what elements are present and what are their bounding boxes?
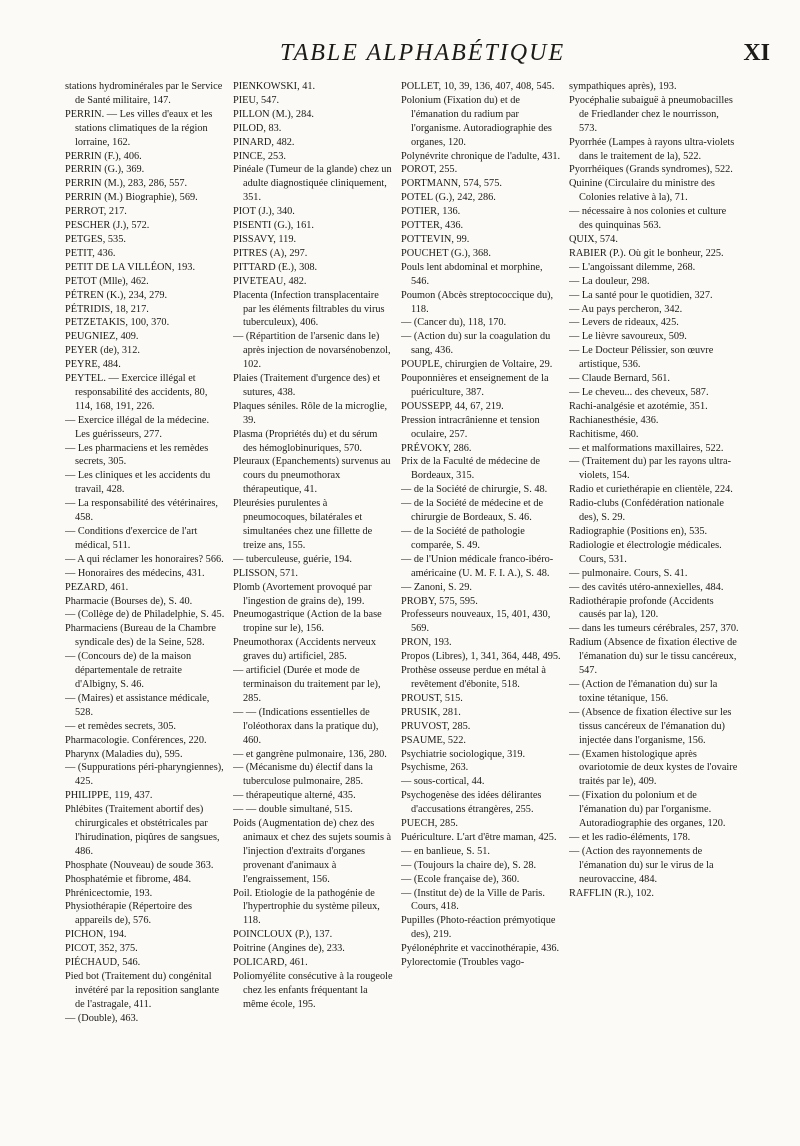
index-entry: Pinéale (Tumeur de la glande) chez un adulte diagnostiquée cliniquement, 351. — [233, 164, 392, 204]
index-entry: — (Collège de) de Philadelphie, S. 45. — [65, 609, 225, 621]
index-entry: — (Maires) et assistance médicale, 528. — [65, 692, 210, 718]
index-entry: Radiothérapie profonde (Accidents causés par la), 120. — [569, 595, 714, 621]
index-entry: PETIT, 436. — [65, 247, 116, 259]
index-entry: PINARD, 482. — [233, 136, 295, 148]
index-entry: — et malformations maxillaires, 522. — [569, 442, 724, 454]
index-entry: Phosphate (Nouveau) de soude 363. — [65, 859, 214, 871]
index-entry: — Le cheveu... des cheveux, 587. — [569, 386, 709, 398]
index-entry: Poids (Augmentation de) chez des animaux et chez des sujets soumis à l'injection d'extraits d'organes provenant d'animaux à l'engraissement, 156. — [233, 818, 392, 885]
index-entry: — thérapeutique alterné, 435. — [233, 790, 356, 802]
index-entry: Puériculture. L'art d'être maman, 425. — [401, 831, 557, 843]
index-entry: — (Ecole française de), 360. — [401, 873, 520, 885]
index-entry: Rachi-analgésie et azotémie, 351. — [569, 400, 708, 412]
index-entry: Pleuraux (Epanchements) survenus au cours du pneumothorax thérapeutique, 41. — [233, 456, 391, 496]
index-entry: — Exercice illégal de la médecine. Les guérisseurs, 277. — [65, 414, 210, 440]
index-entry: POUPLE, chirurgien de Voltaire, 29. — [401, 359, 553, 371]
index-entry: — (Concours de) de la maison départementale de retraite d'Albigny, S. 46. — [65, 651, 192, 690]
index-entry: QUIX, 574. — [569, 233, 618, 245]
index-entry: PISENTI (G.), 161. — [233, 220, 314, 232]
index-entry: — La douleur, 298. — [569, 275, 650, 287]
index-entry: — (Action des rayonnements de l'émanation du) sur le virus de la neurovaccine, 484. — [569, 845, 714, 885]
index-entry: Pouponnières et enseignement de la puériculture, 387. — [401, 373, 549, 398]
index-entry: Pleurésies purulentes à pneumocoques, bilatérales et simultanées chez une fillette de treize ans, 155. — [233, 498, 373, 551]
index-column-3 — [401, 80, 561, 1140]
index-entry: — Conditions d'exercice de l'art médical, 511. — [65, 526, 198, 551]
index-entry: PIOT (J.), 340. — [233, 206, 295, 218]
index-entry: — L'angoissant dilemme, 268. — [569, 261, 696, 273]
index-entry: POTIER, 136. — [401, 206, 461, 218]
index-entry: PICHON, 194. — [65, 929, 127, 941]
index-entry: Pyorrhéiques (Grands syndromes), 522. — [569, 164, 733, 176]
index-column-2 — [233, 80, 393, 1140]
index-entry: Radio et curiethérapie en clientèle, 224. — [569, 484, 733, 496]
index-entry: POTTER, 436. — [401, 220, 464, 232]
index-entry: Pneumothorax (Accidents nerveux graves du) artificiel, 285. — [233, 637, 376, 663]
index-entry: Placenta (Infection transplacentaire par les éléments filtrables du virus tuberculeux), 406. — [233, 289, 385, 329]
index-entry: Radiologie et électrologie médicales. Cours, 531. — [569, 539, 722, 565]
index-entry: — — (Indications essentielles de l'oléothorax dans la pratique du), 460. — [233, 706, 379, 746]
index-entry: Plomb (Avortement provoqué par l'ingestion de grains de), 199. — [233, 581, 372, 607]
index-entry: PETZETAKIS, 100, 370. — [65, 317, 170, 329]
index-entry: PESCHER (J.), 572. — [65, 220, 150, 232]
index-entry: PERRIN (F.), 406. — [65, 150, 142, 162]
index-entry: — (Absence de fixation élective sur les tissus cancéreux de l'émanation du) injectée dans l'organisme, 156. — [569, 706, 732, 746]
index-entry: — Zanoni, S. 29. — [401, 581, 472, 593]
index-entry: PÉTRIDIS, 18, 217. — [65, 303, 149, 315]
index-entry: — Les cliniques et les accidents du travail, 428. — [65, 470, 211, 496]
index-entry: Pied bot (Traitement du) congénital invétéré par la reposition sanglante de l'astragale, 411. — [65, 971, 220, 1010]
index-entry: PRÉVOKY, 286. — [401, 442, 472, 454]
index-entry: PERRIN. — Les villes d'eaux et les stations climatiques de la région lorraine, 162. — [65, 108, 213, 148]
index-entry: PETOT (Mlle), 462. — [65, 275, 149, 287]
index-entry: PIÉCHAUD, 546. — [65, 957, 141, 969]
index-entry: — Le lièvre savoureux, 509. — [569, 331, 687, 343]
index-entry: PETGES, 535. — [65, 233, 126, 245]
index-entry: PEYRE, 484. — [65, 359, 121, 371]
index-entry: POLICARD, 461. — [233, 957, 308, 969]
index-entry: Plaies (Traitement d'urgence des) et sutures, 438. — [233, 373, 381, 398]
index-entry: Polynévrite chronique de l'adulte, 431. — [401, 150, 561, 162]
index-entry: PRUVOST, 285. — [401, 720, 471, 732]
index-entry: Pharmaciens (Bureau de la Chambre syndicale des) de la Seine, 528. — [65, 623, 216, 649]
index-entry: — et les radio-éléments, 178. — [569, 831, 691, 843]
index-entry: POTTEVIN, 99. — [401, 233, 470, 245]
index-column-4 — [569, 80, 739, 1140]
page-header — [90, 38, 770, 72]
page-number: XI — [743, 40, 770, 66]
index-entry: Phrénicectomie, 193. — [65, 887, 153, 899]
index-entry: Quinine (Circulaire du ministre des Colonies relative à la), 71. — [569, 178, 715, 204]
running-title: TABLE ALPHABÉTIQUE — [280, 40, 566, 66]
index-entry: PERROT, 217. — [65, 206, 127, 218]
index-entry: — (Toujours la chaire de), S. 28. — [401, 859, 537, 871]
index-entry: Rachitisme, 460. — [569, 428, 639, 440]
index-entry: PERRIN (G.), 369. — [65, 164, 145, 176]
index-entry: Phlébites (Traitement abortif des) chirurgicales et obstétricales par l'hirudination, piqûres de sangsues, 486. — [65, 804, 220, 857]
index-entry: Propos (Libres), 1, 341, 364, 448, 495. — [401, 651, 561, 663]
index-entry: Poitrine (Angines de), 233. — [233, 943, 345, 955]
index-entry: PIENKOWSKI, 41. — [233, 81, 316, 92]
index-entry: — et gangrène pulmonaire, 136, 280. — [233, 748, 387, 760]
index-entry: PROBY, 575, 595. — [401, 595, 478, 607]
index-entry: POINCLOUX (P.), 137. — [233, 929, 333, 941]
index-entry: — Au pays percheron, 342. — [569, 303, 683, 315]
index-entry: — La responsabilité des vétérinaires, 458. — [65, 498, 218, 524]
index-entry: — artificiel (Durée et mode de terminaison du traitement par le), 285. — [233, 665, 381, 704]
index-entry: — Levers de rideaux, 425. — [569, 317, 679, 329]
index-entry: PUECH, 285. — [401, 818, 458, 830]
index-entry: Physiothérapie (Répertoire des appareils de), 576. — [65, 901, 192, 927]
index-entry: PROUST, 515. — [401, 692, 463, 704]
index-entry: — La santé pour le quotidien, 327. — [569, 289, 713, 301]
index-entry: stations hydrominérales par le Service de Santé militaire, 147. — [65, 81, 223, 106]
index-entry: Pharmacologie. Conférences, 220. — [65, 734, 207, 746]
index-entry: PHILIPPE, 119, 437. — [65, 790, 153, 802]
index-entry: PEYER (de), 312. — [65, 345, 140, 357]
index-entry: PITRES (A), 297. — [233, 247, 308, 259]
index-entry: — (Mécanisme du) électif dans la tuberculose pulmonaire, 285. — [233, 762, 373, 788]
index-entry: POUCHET (G.), 368. — [401, 247, 491, 259]
index-entry: PRUSIK, 281. — [401, 706, 461, 718]
index-entry: POROT, 255. — [401, 164, 458, 176]
index-entry: PILOD, 83. — [233, 122, 282, 134]
index-entry: Poliomyélite consécutive à la rougeole chez les enfants fréquentant la même école, 195. — [233, 971, 393, 1010]
index-entry: Psychogenèse des idées délirantes d'accusations étrangères, 255. — [401, 790, 542, 816]
index-entry: PINCE, 253. — [233, 150, 286, 162]
index-entry: Pyocéphalie subaiguë à pneumobacilles de Friedlander chez le nourrisson, 573. — [569, 94, 733, 134]
index-entry: PERRIN (M.), 283, 286, 557. — [65, 178, 188, 190]
index-entry: PÉTREN (K.), 234, 279. — [65, 289, 168, 301]
index-entry: — de l'Union médicale franco-ibéro-américaine (U. M. F. I. A.), S. 48. — [401, 553, 554, 579]
index-entry: — de la Société de médecine et de chirurgie de Bordeaux, S. 46. — [401, 498, 544, 524]
index-entry: PICOT, 352, 375. — [65, 943, 138, 955]
index-entry: — A qui réclamer les honoraires? 566. — [65, 553, 224, 565]
index-entry: — (Institut de) de la Ville de Paris. Cours, 418. — [401, 887, 545, 913]
index-entry: — nécessaire à nos colonies et culture des quinquinas 563. — [569, 206, 727, 232]
index-entry: PORTMANN, 574, 575. — [401, 178, 502, 190]
index-entry: — dans les tumeurs cérébrales, 257, 370. — [569, 623, 739, 635]
index-entry: PERRIN (M.) Biographie), 569. — [65, 192, 198, 204]
index-entry: — pulmonaire. Cours, S. 41. — [569, 567, 688, 579]
index-entry: POUSSEPP, 44, 67, 219. — [401, 400, 504, 412]
index-entry: Rachianesthésie, 436. — [569, 414, 659, 426]
index-entry: — Le Docteur Pélissier, son œuvre artistique, 536. — [569, 345, 714, 371]
index-entry: — Honoraires des médecins, 431. — [65, 567, 205, 579]
index-entry: PRON, 193. — [401, 637, 452, 649]
index-entry: Radium (Absence de fixation élective de l'émanation du) sur le tissu cancéreux, 547. — [569, 637, 737, 677]
index-entry: Prothèse osseuse perdue en métal à revêtement d'ébonite, 518. — [401, 665, 546, 690]
index-entry: — — double simultané, 515. — [233, 804, 353, 816]
index-entry: PIVETEAU, 482. — [233, 275, 307, 287]
index-entry: sympathiques après), 193. — [569, 81, 677, 92]
index-entry: — de la Société de pathologie comparée, S. 49. — [401, 526, 525, 551]
index-entry: Plaques séniles. Rôle de la microglie, 39. — [233, 400, 388, 426]
index-entry: PLISSON, 571. — [233, 567, 298, 579]
index-entry: — (Examen histologique après ovariotomie de deux kystes de l'ovaire traités par le), 409. — [569, 748, 738, 788]
index-entry: Pupilles (Photo-réaction prémyotique des), 219. — [401, 915, 556, 941]
index-entry: Pyorrhée (Lampes à rayons ultra-violets dans le traitement de la), 522. — [569, 136, 735, 162]
index-column-1 — [65, 80, 225, 1140]
index-entry: Psychisme, 263. — [401, 762, 469, 774]
index-entry: PEYTEL. — Exercice illégal et responsabilité des accidents, 80, 114, 168, 191, 226. — [65, 373, 208, 412]
index-entry: Pharmacie (Bourses de), S. 40. — [65, 595, 193, 607]
index-entry: Poumon (Abcès streptococcique du), 118. — [401, 289, 554, 315]
index-entry: — et remèdes secrets, 305. — [65, 720, 176, 732]
index-entry: Polonium (Fixation du) et de l'émanation du radium par l'organisme. Autoradiographie des organes, 120. — [401, 94, 552, 148]
index-entry: PITTARD (E.), 308. — [233, 261, 318, 273]
index-entry: RAFFLIN (R.), 102. — [569, 887, 654, 899]
index-entry: — Les pharmaciens et les remèdes secrets, 305. — [65, 442, 209, 468]
index-entry: Pylorectomie (Troubles vago- — [401, 957, 525, 969]
index-entry: POTEL (G.), 242, 286. — [401, 192, 496, 204]
index-entry: Pyélonéphrite et vaccinothérapie, 436. — [401, 943, 560, 955]
index-entry: Radiographie (Positions en), 535. — [569, 526, 708, 537]
index-entry: POLLET, 10, 39, 136, 407, 408, 545. — [401, 81, 555, 92]
index-entry: — de la Société de chirurgie, S. 48. — [401, 484, 548, 496]
index-entry: RABIER (P.). Où git le bonheur, 225. — [569, 247, 724, 259]
index-entry: PETIT DE LA VILLÉON, 193. — [65, 261, 196, 273]
index-entry: PISSAVY, 119. — [233, 233, 297, 245]
index-entry: — (Cancer du), 118, 170. — [401, 317, 507, 329]
index-entry: PEUGNIEZ, 409. — [65, 331, 139, 343]
index-entry: Pharynx (Maladies du), 595. — [65, 748, 183, 760]
index-entry: — Claude Bernard, 561. — [569, 373, 670, 385]
index-entry: Radio-clubs (Confédération nationale des), S. 29. — [569, 498, 724, 524]
index-entry: Prix de la Faculté de médecine de Bordeaux, 315. — [401, 456, 540, 482]
index-entry: — (Double), 463. — [65, 1012, 139, 1024]
index-entry: — des cavités utéro-annexielles, 484. — [569, 581, 724, 593]
index-entry: PSAUME, 522. — [401, 734, 466, 746]
index-entry: Poil. Etiologie de la pathogénie de l'hypertrophie du système pileux, 118. — [233, 887, 380, 927]
index-entry: — (Action du) sur la coagulation du sang, 436. — [401, 331, 551, 357]
index-entry: Professeurs nouveaux, 15, 401, 430, 569. — [401, 609, 551, 635]
index-entry: Phosphatémie et fibrome, 484. — [65, 873, 192, 885]
index-entry: — (Suppurations péri-pharyngiennes), 425. — [65, 762, 224, 788]
index-entry: PEZARD, 461. — [65, 581, 129, 593]
index-entry: Pouls lent abdominal et morphine, 546. — [401, 261, 543, 287]
index-entry: — sous-cortical, 44. — [401, 776, 485, 788]
index-entry: Plasma (Propriétés du) et du sérum des hémoglobinuriques, 570. — [233, 428, 378, 454]
index-entry: Pneumogastrique (Action de la base tropine sur le), 156. — [233, 609, 382, 635]
index-entry: PIEU, 547. — [233, 94, 280, 106]
index-entry: Pression intracrânienne et tension oculaire, 257. — [401, 414, 540, 440]
index-entry: — (Répartition de l'arsenic dans le) après injection de novarsénobenzol, 102. — [233, 331, 391, 371]
index-entry: — (Action de l'émanation du) sur la toxine tétanique, 156. — [569, 678, 718, 704]
index-entry: — (Fixation du polonium et de l'émanation du) par l'organisme. Autoradiographie des organes, 120. — [569, 790, 726, 830]
index-entry: — tuberculeuse, guérie, 194. — [233, 553, 352, 565]
index-entry: PILLON (M.), 284. — [233, 108, 314, 120]
index-entry: Psychiatrie sociologique, 319. — [401, 748, 526, 760]
index-entry: — en banlieue, S. 51. — [401, 845, 490, 857]
index-entry: — (Traitement du) par les rayons ultra-violets, 154. — [569, 456, 732, 482]
